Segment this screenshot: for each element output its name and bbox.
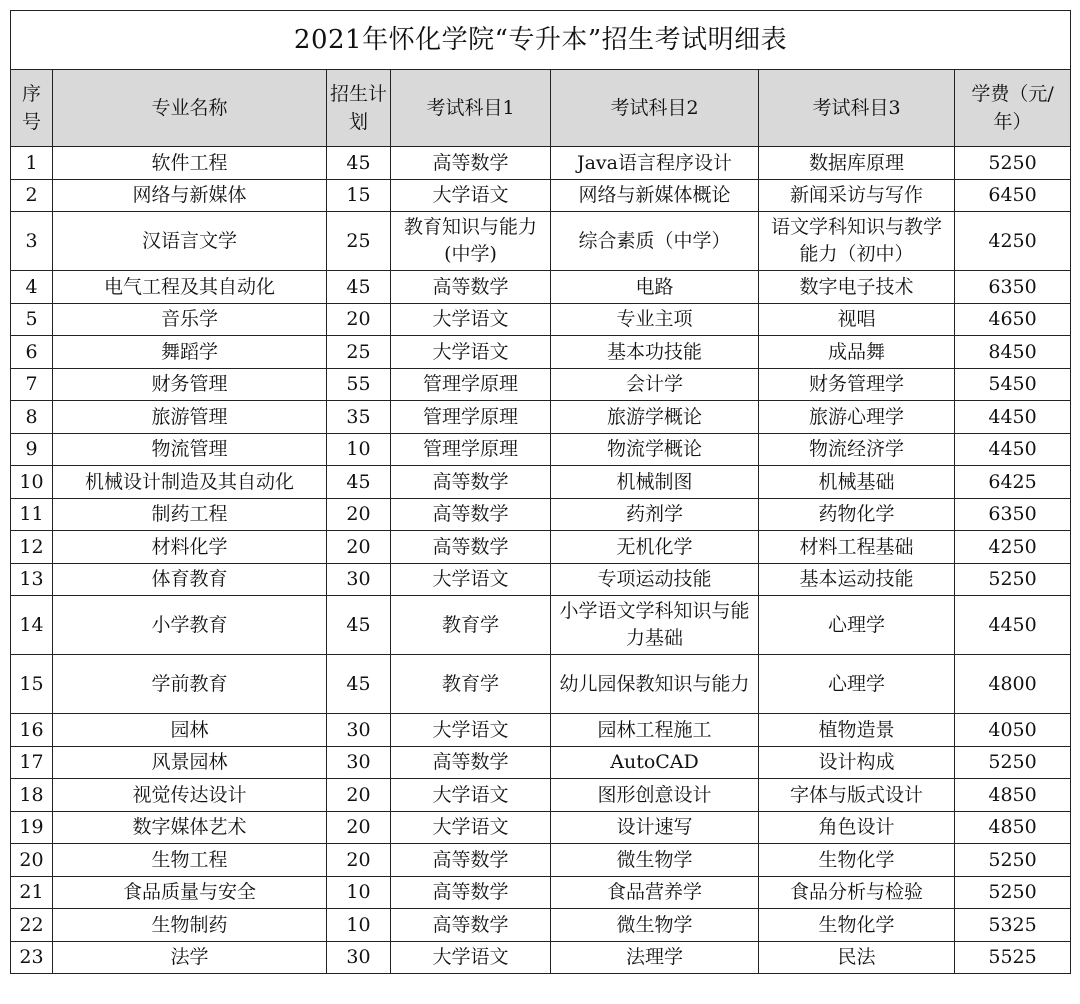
cell-subject1: 管理学原理 — [391, 433, 551, 466]
cell-major: 网络与新媒体 — [53, 179, 327, 212]
table-row — [11, 811, 1071, 844]
cell-subject1: 高等数学 — [391, 531, 551, 564]
cell-subject2: Java语言程序设计 — [551, 147, 759, 180]
cell-subject1: 大学语文 — [391, 941, 551, 974]
cell-fee: 4250 — [955, 531, 1071, 564]
cell-fee: 5325 — [955, 909, 1071, 942]
cell-major: 数字媒体艺术 — [53, 811, 327, 844]
cell-subject3: 心理学 — [759, 596, 955, 655]
cell-fee: 4450 — [955, 433, 1071, 466]
cell-plan: 20 — [327, 779, 391, 812]
header-subject1: 考试科目1 — [391, 70, 551, 147]
cell-subject3: 民法 — [759, 941, 955, 974]
cell-subject3: 生物化学 — [759, 909, 955, 942]
cell-plan: 45 — [327, 466, 391, 499]
cell-major: 制药工程 — [53, 498, 327, 531]
cell-subject1: 大学语文 — [391, 179, 551, 212]
cell-subject2: 机械制图 — [551, 466, 759, 499]
cell-seq: 5 — [11, 303, 53, 336]
cell-fee: 4850 — [955, 811, 1071, 844]
cell-major: 旅游管理 — [53, 401, 327, 434]
cell-plan: 25 — [327, 336, 391, 369]
cell-subject3: 心理学 — [759, 655, 955, 714]
cell-fee: 6350 — [955, 271, 1071, 304]
table-row — [11, 147, 1071, 180]
cell-plan: 10 — [327, 909, 391, 942]
cell-fee: 5250 — [955, 844, 1071, 877]
cell-fee: 5250 — [955, 563, 1071, 596]
cell-subject1: 管理学原理 — [391, 401, 551, 434]
table-row — [11, 401, 1071, 434]
cell-plan: 55 — [327, 368, 391, 401]
cell-seq: 3 — [11, 212, 53, 271]
cell-plan: 30 — [327, 941, 391, 974]
cell-subject2: 图形创意设计 — [551, 779, 759, 812]
cell-fee: 6350 — [955, 498, 1071, 531]
header-plan: 招生计划 — [327, 70, 391, 147]
cell-plan: 30 — [327, 746, 391, 779]
cell-subject1: 高等数学 — [391, 844, 551, 877]
cell-major: 汉语言文学 — [53, 212, 327, 271]
cell-seq: 20 — [11, 844, 53, 877]
cell-seq: 9 — [11, 433, 53, 466]
cell-subject2: 网络与新媒体概论 — [551, 179, 759, 212]
cell-fee: 4650 — [955, 303, 1071, 336]
cell-seq: 19 — [11, 811, 53, 844]
cell-plan: 30 — [327, 714, 391, 747]
cell-major: 体育教育 — [53, 563, 327, 596]
header-subject2: 考试科目2 — [551, 70, 759, 147]
cell-subject3: 数据库原理 — [759, 147, 955, 180]
cell-subject2: 园林工程施工 — [551, 714, 759, 747]
cell-seq: 2 — [11, 179, 53, 212]
cell-plan: 15 — [327, 179, 391, 212]
cell-subject1: 大学语文 — [391, 811, 551, 844]
cell-seq: 15 — [11, 655, 53, 714]
cell-seq: 21 — [11, 876, 53, 909]
table-row — [11, 531, 1071, 564]
table-row — [11, 941, 1071, 974]
table-row — [11, 844, 1071, 877]
cell-subject3: 食品分析与检验 — [759, 876, 955, 909]
cell-fee: 5250 — [955, 876, 1071, 909]
cell-subject2: 专业主项 — [551, 303, 759, 336]
cell-plan: 45 — [327, 271, 391, 304]
cell-major: 学前教育 — [53, 655, 327, 714]
cell-subject1: 高等数学 — [391, 271, 551, 304]
cell-fee: 4450 — [955, 596, 1071, 655]
cell-subject2: 微生物学 — [551, 844, 759, 877]
cell-subject2: 会计学 — [551, 368, 759, 401]
table-row — [11, 271, 1071, 304]
cell-seq: 6 — [11, 336, 53, 369]
table-row — [11, 746, 1071, 779]
cell-fee: 4250 — [955, 212, 1071, 271]
cell-subject2: 专项运动技能 — [551, 563, 759, 596]
table-row — [11, 179, 1071, 212]
table-row — [11, 368, 1071, 401]
cell-subject3: 药物化学 — [759, 498, 955, 531]
cell-plan: 20 — [327, 811, 391, 844]
cell-subject2: 旅游学概论 — [551, 401, 759, 434]
cell-fee: 6450 — [955, 179, 1071, 212]
cell-subject1: 教育知识与能力(中学) — [391, 212, 551, 271]
cell-major: 视觉传达设计 — [53, 779, 327, 812]
cell-seq: 13 — [11, 563, 53, 596]
table-row — [11, 909, 1071, 942]
cell-subject2: 基本功技能 — [551, 336, 759, 369]
cell-seq: 23 — [11, 941, 53, 974]
cell-seq: 17 — [11, 746, 53, 779]
table-row — [11, 655, 1071, 714]
table-row — [11, 876, 1071, 909]
cell-subject2: 药剂学 — [551, 498, 759, 531]
cell-major: 物流管理 — [53, 433, 327, 466]
cell-subject2: 微生物学 — [551, 909, 759, 942]
cell-subject1: 大学语文 — [391, 563, 551, 596]
cell-subject3: 语文学科知识与教学能力（初中） — [759, 212, 955, 271]
cell-subject3: 财务管理学 — [759, 368, 955, 401]
cell-fee: 5250 — [955, 147, 1071, 180]
cell-subject3: 视唱 — [759, 303, 955, 336]
cell-subject1: 高等数学 — [391, 147, 551, 180]
cell-major: 小学教育 — [53, 596, 327, 655]
table-row — [11, 212, 1071, 271]
cell-fee: 5250 — [955, 746, 1071, 779]
cell-subject1: 高等数学 — [391, 876, 551, 909]
cell-fee: 8450 — [955, 336, 1071, 369]
cell-subject2: 物流学概论 — [551, 433, 759, 466]
admission-table — [10, 10, 1071, 974]
table-title: 2021年怀化学院“专升本”招生考试明细表 — [11, 11, 1071, 70]
table-row — [11, 563, 1071, 596]
cell-fee: 6425 — [955, 466, 1071, 499]
cell-subject1: 高等数学 — [391, 466, 551, 499]
cell-fee: 5450 — [955, 368, 1071, 401]
cell-subject2: 幼儿园保教知识与能力 — [551, 655, 759, 714]
cell-subject2: 食品营养学 — [551, 876, 759, 909]
cell-plan: 25 — [327, 212, 391, 271]
cell-seq: 12 — [11, 531, 53, 564]
cell-major: 材料化学 — [53, 531, 327, 564]
cell-major: 音乐学 — [53, 303, 327, 336]
table-body — [11, 147, 1071, 974]
cell-plan: 10 — [327, 433, 391, 466]
cell-major: 生物工程 — [53, 844, 327, 877]
cell-subject3: 机械基础 — [759, 466, 955, 499]
cell-subject2: 法理学 — [551, 941, 759, 974]
cell-seq: 22 — [11, 909, 53, 942]
cell-seq: 8 — [11, 401, 53, 434]
table-row — [11, 466, 1071, 499]
header-seq: 序号 — [11, 70, 53, 147]
cell-subject3: 物流经济学 — [759, 433, 955, 466]
table-row — [11, 336, 1071, 369]
cell-subject2: AutoCAD — [551, 746, 759, 779]
cell-subject1: 教育学 — [391, 655, 551, 714]
cell-plan: 30 — [327, 563, 391, 596]
cell-subject2: 综合素质（中学） — [551, 212, 759, 271]
cell-plan: 20 — [327, 303, 391, 336]
cell-fee: 5525 — [955, 941, 1071, 974]
cell-subject3: 角色设计 — [759, 811, 955, 844]
cell-fee: 4850 — [955, 779, 1071, 812]
cell-fee: 4800 — [955, 655, 1071, 714]
cell-subject3: 植物造景 — [759, 714, 955, 747]
cell-seq: 18 — [11, 779, 53, 812]
cell-subject1: 教育学 — [391, 596, 551, 655]
table-row — [11, 714, 1071, 747]
table-row — [11, 433, 1071, 466]
cell-subject1: 高等数学 — [391, 498, 551, 531]
cell-subject1: 管理学原理 — [391, 368, 551, 401]
cell-plan: 35 — [327, 401, 391, 434]
cell-plan: 10 — [327, 876, 391, 909]
cell-plan: 45 — [327, 596, 391, 655]
cell-major: 财务管理 — [53, 368, 327, 401]
cell-subject3: 新闻采访与写作 — [759, 179, 955, 212]
cell-plan: 45 — [327, 655, 391, 714]
cell-major: 食品质量与安全 — [53, 876, 327, 909]
table-row — [11, 498, 1071, 531]
cell-fee: 4050 — [955, 714, 1071, 747]
cell-seq: 4 — [11, 271, 53, 304]
cell-seq: 11 — [11, 498, 53, 531]
cell-subject3: 数字电子技术 — [759, 271, 955, 304]
cell-major: 电气工程及其自动化 — [53, 271, 327, 304]
cell-subject3: 旅游心理学 — [759, 401, 955, 434]
cell-subject1: 大学语文 — [391, 779, 551, 812]
cell-major: 园林 — [53, 714, 327, 747]
cell-plan: 20 — [327, 531, 391, 564]
cell-major: 风景园林 — [53, 746, 327, 779]
header-subject3: 考试科目3 — [759, 70, 955, 147]
cell-major: 机械设计制造及其自动化 — [53, 466, 327, 499]
cell-subject1: 高等数学 — [391, 746, 551, 779]
cell-subject3: 字体与版式设计 — [759, 779, 955, 812]
cell-seq: 14 — [11, 596, 53, 655]
table-row — [11, 596, 1071, 655]
cell-subject2: 小学语文学科知识与能力基础 — [551, 596, 759, 655]
cell-seq: 1 — [11, 147, 53, 180]
cell-subject3: 材料工程基础 — [759, 531, 955, 564]
cell-subject3: 基本运动技能 — [759, 563, 955, 596]
cell-fee: 4450 — [955, 401, 1071, 434]
header-fee: 学费（元/年） — [955, 70, 1071, 147]
cell-subject3: 成品舞 — [759, 336, 955, 369]
cell-major: 生物制药 — [53, 909, 327, 942]
cell-subject1: 大学语文 — [391, 336, 551, 369]
cell-subject2: 设计速写 — [551, 811, 759, 844]
cell-subject1: 高等数学 — [391, 909, 551, 942]
header-major: 专业名称 — [53, 70, 327, 147]
cell-plan: 45 — [327, 147, 391, 180]
cell-plan: 20 — [327, 498, 391, 531]
cell-major: 软件工程 — [53, 147, 327, 180]
cell-major: 法学 — [53, 941, 327, 974]
header-row — [11, 70, 1071, 147]
cell-seq: 16 — [11, 714, 53, 747]
admission-table-sheet — [10, 10, 1070, 974]
cell-subject1: 大学语文 — [391, 714, 551, 747]
cell-subject2: 电路 — [551, 271, 759, 304]
cell-subject3: 设计构成 — [759, 746, 955, 779]
table-row — [11, 779, 1071, 812]
cell-seq: 7 — [11, 368, 53, 401]
table-row — [11, 303, 1071, 336]
cell-seq: 10 — [11, 466, 53, 499]
cell-major: 舞蹈学 — [53, 336, 327, 369]
cell-plan: 20 — [327, 844, 391, 877]
cell-subject3: 生物化学 — [759, 844, 955, 877]
cell-subject1: 大学语文 — [391, 303, 551, 336]
cell-subject2: 无机化学 — [551, 531, 759, 564]
